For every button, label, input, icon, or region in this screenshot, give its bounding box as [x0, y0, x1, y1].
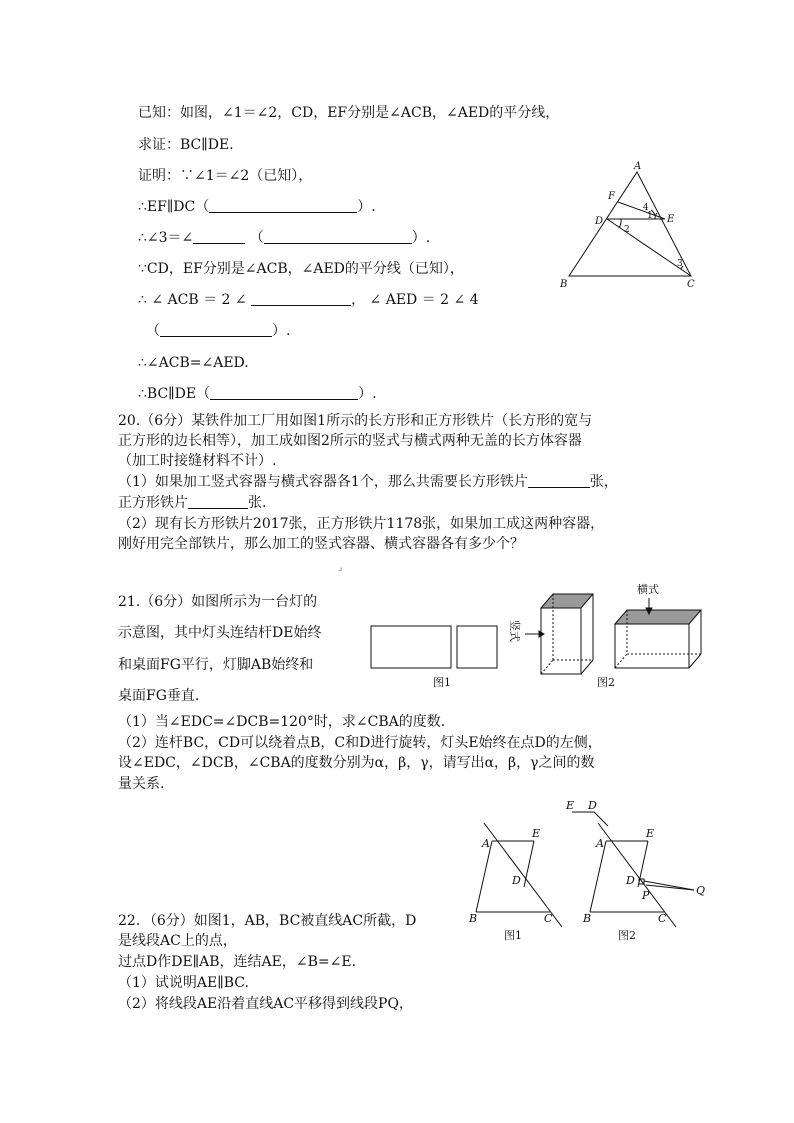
label-angle-3: 3	[677, 259, 683, 269]
q19-step2: ∴∠3＝∠ （ ）.	[138, 230, 431, 246]
label-angle-2: 2	[624, 225, 630, 235]
fig2-caption: 图2	[597, 676, 615, 689]
fig1-label-b: B	[469, 912, 478, 925]
label-c: C	[687, 279, 695, 290]
label-b: B	[560, 279, 568, 290]
q22-fig1-caption: 图1	[504, 929, 522, 942]
horizontal-box-front	[615, 624, 689, 668]
angle-arc-2	[619, 219, 621, 228]
rectangle-sheet	[371, 626, 451, 668]
q22-sub1: （1）试说明AE∥BC.	[118, 975, 249, 991]
fig2-label-a: A	[596, 837, 604, 850]
fig1-label-c: C	[544, 912, 553, 925]
q19-step3: ∵CD，EF分别是∠ACB，∠AED的平分线（已知），	[138, 261, 464, 277]
q22-fig2-caption: 图2	[618, 929, 636, 942]
q21-sub1: （1）当∠EDC=∠DCB=120°时，求∠CBA的度数.	[118, 714, 446, 730]
label-f: F	[608, 191, 615, 202]
q21-line4: 桌面FG垂直.	[118, 688, 200, 704]
q21-line2: 示意图，其中灯头连结杆DE始终	[118, 625, 322, 641]
segment-ab-fig2	[590, 841, 606, 912]
label-angle-4: 4	[643, 203, 649, 213]
q22-sub2: （2）将线段AE沿着直线AC平移得到线段PQ，	[118, 996, 413, 1012]
label-vertical-char1: 竖式	[508, 620, 521, 642]
q20-sub1-cont: 正方形铁片 张.	[118, 495, 267, 511]
q21-line1: 21.（6分）如图所示为一台灯的	[118, 594, 318, 610]
label-d: D	[595, 216, 604, 227]
fig1-label-d: D	[512, 874, 521, 887]
triangle-figure	[555, 158, 705, 293]
q19-step6: ∴BC∥DE（ ）.	[138, 386, 377, 402]
top-label-d: D	[588, 799, 597, 812]
answer-blank[interactable]	[264, 229, 412, 244]
answer-blank[interactable]	[251, 291, 351, 306]
vertical-box-front	[541, 608, 581, 674]
section-mark: ⌟	[338, 563, 343, 573]
q20-line2: 正方形的边长相等），加工成如图2所示的竖式与横式两种无盖的长方体容器	[118, 433, 582, 449]
answer-blank[interactable]	[528, 473, 590, 488]
q20-line1: 20.（6分）某铁件加工厂用如图1所示的长方形和正方形铁片（长方形的宽与	[118, 413, 593, 429]
answer-blank[interactable]	[210, 385, 358, 400]
q21-sub2-line3: 量关系.	[118, 776, 165, 792]
q22-line1: 22．（6分）如图1，AB，BC被直线AC所截，D	[118, 913, 417, 929]
fig2-label-d: D	[626, 874, 635, 887]
fig1-caption: 图1	[433, 676, 451, 689]
fig1-label-a: A	[482, 837, 490, 850]
q19-step4: ∴ ∠ ACB ＝ 2 ∠ ， ∠ AED ＝ 2 ∠ 4	[138, 292, 479, 308]
q19-step1: ∴EF∥DC（ ）.	[138, 199, 376, 215]
fig2-label-e: E	[646, 827, 655, 840]
segment-ef	[618, 202, 665, 219]
fig2-label-p: P	[642, 889, 650, 902]
label-a: A	[634, 161, 642, 172]
vertical-box-top	[541, 594, 593, 608]
q20-sub2-line2: 刚好用完全部铁片，那么加工的竖式容器、横式容器各有多少个？	[118, 536, 524, 552]
q20-sub2-line1: （2）现有长方形铁片2017张，正方形铁片1178张，如果加工成这两种容器，	[118, 516, 605, 532]
answer-blank[interactable]	[188, 494, 248, 509]
label-angle-1: 1	[647, 211, 653, 221]
q22-line3: 过点D作DE∥AB，连结AE，∠B=∠E.	[118, 954, 357, 970]
q19-step5: ∴∠ACB=∠AED.	[138, 355, 249, 371]
q19-known: 已知：如图，∠1＝∠2，CD，EF分别是∠ACB，∠AED的平分线，	[138, 105, 560, 121]
q20-line3: （加工时接缝材料不计）.	[118, 453, 277, 469]
q21-sub2-line1: （2）连杆BC，CD可以绕着点B，C和D进行旋转，灯头E始终在点D的左侧，	[118, 735, 602, 751]
top-label-e: E	[566, 799, 575, 812]
square-sheet	[457, 626, 497, 668]
fig2-label-q: Q	[696, 884, 706, 897]
answer-blank[interactable]	[193, 229, 245, 244]
q21-sub2-line2: 设∠EDC，∠DCB，∠CBA的度数分别为α，β，γ，请写出α，β，γ之间的数	[118, 755, 595, 771]
parallel-figures	[462, 795, 712, 945]
segment-de-fig1	[524, 841, 534, 887]
segment-ab-fig1	[476, 841, 492, 912]
answer-blank[interactable]	[209, 198, 357, 213]
fig2-label-c: C	[658, 912, 667, 925]
q19-prove: 求证：BC∥DE.	[138, 137, 234, 153]
fig2-label-b: B	[583, 912, 592, 925]
answer-blank[interactable]	[160, 322, 272, 337]
label-horizontal: 横式	[637, 583, 659, 596]
horizontal-box-top	[615, 610, 701, 624]
container-figures	[365, 578, 705, 693]
q19-proof-start: 证明：∵∠1＝∠2（已知），	[138, 168, 313, 184]
q22-line2: 是线段AC上的点，	[118, 933, 237, 949]
label-e: E	[667, 214, 675, 225]
q21-line3: 和桌面FG平行，灯脚AB始终和	[118, 657, 314, 673]
q20-sub1: （1）如果加工竖式容器与横式容器各1个，那么共需要长方形铁片 张，	[118, 474, 618, 490]
q19-step4-reason: （ ）.	[146, 323, 291, 339]
fig1-label-e: E	[532, 827, 541, 840]
